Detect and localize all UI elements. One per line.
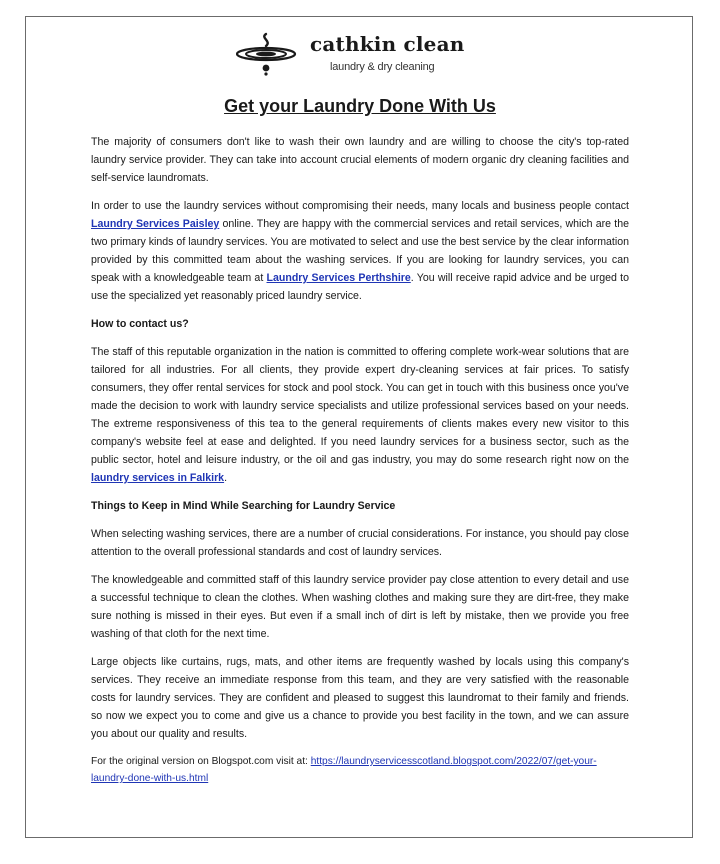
paragraph-6: Large objects like curtains, rugs, mats, and other items are frequently washed by locals using this company's services. They receive an immediate response from this team, and they are very satisfied with the reasonable costs for laundry services. They are confident and pleased to suggest this laundromat to their family and friends. so now we expect you to come and give us a chance to provide you best facility in the town, and we can assure you about our quality and results.	[91, 656, 629, 740]
paragraph-2-text-1: In order to use the laundry services without compromising their needs, many locals and business people contact	[91, 200, 629, 212]
paragraph-3	[91, 343, 629, 487]
paragraph-2	[91, 197, 629, 305]
link-laundry-services-perthshire[interactable]: Laundry Services Perthshire	[266, 272, 411, 284]
brand-tagline: laundry & dry cleaning	[330, 61, 435, 73]
link-laundry-services-paisley[interactable]: Laundry Services Paisley	[91, 218, 220, 230]
brand-logo	[236, 30, 476, 80]
paragraph-5: The knowledgeable and committed staff of this laundry service provider pay close attention to every detail and use a successful technique to clean the clothes. When washing clothes and making sure they are dirt-free, they make sure nothing is missed in their eyes. But even if a small inch of dirt is left by mistake, then we provide you free washing of that cloth for the next time.	[91, 574, 629, 640]
section-heading-contact: How to contact us?	[91, 318, 189, 330]
section-heading-things-to-keep-in-mind: Things to Keep in Mind While Searching for Laundry Service	[91, 500, 396, 512]
article	[91, 96, 629, 797]
link-laundry-services-falkirk[interactable]: laundry services in Falkirk	[91, 472, 225, 484]
page-title: Get your Laundry Done With Us	[224, 96, 496, 116]
paragraph-4: When selecting washing services, there are a number of crucial considerations. For instance, you should pay close attention to the overall professional standards and cost of laundry services.	[91, 528, 629, 558]
original-blog-link[interactable]: https://laundryservicesscotland.blogspot.com/2022/07/get-your-laundry-done-with-us.html	[91, 756, 597, 784]
swirl-disc-icon	[236, 32, 300, 76]
paragraph-3-text-1: The staff of this reputable organization in the nation is committed to offering complete work-wear solutions that are tailored for all industries. For all clients, they provide expert dry-cleaning services at fair prices. To satisfy consumers, they offer rental services for stock and pool stock. You can get in touch with this business once you've made the decision to work with laundry service specialists and utilize professional services based on your needs. The extreme responsiveness of this tea to the general requirements of clients makes every new visitor to this company's website feel at ease and delighted. If you need laundry services for a business sector, such as the public sector, hotel and leisure industry, or the oil and gas industry, you may do some research right now on the	[91, 346, 629, 466]
footer-prefix: For the original version on Blogspot.com visit at:	[91, 756, 311, 767]
intro-paragraph: The majority of consumers don't like to wash their own laundry and are willing to choose the city's top-rated laundry service provider. They can take into account crucial elements of modern organic dry cleaning facilities and self-service laundromats.	[91, 136, 629, 184]
paragraph-3-text-2: .	[224, 472, 228, 484]
brand-name: cathkin clean	[310, 32, 465, 56]
paragraph-2-text-2: online. They are happy with the commercial services and retail services, which are the two primary kinds of laundry services. You are motivated to select and use the best service by the clear information provided by this committed team about the washing services. If you are looking for laundry services, you can speak with a knowledgeable team at	[91, 218, 629, 284]
footer-note	[91, 753, 629, 787]
paragraph-2-text-3: . You will receive rapid advice and be urged to use the specialized yet reasonably priced laundry service.	[91, 272, 629, 302]
